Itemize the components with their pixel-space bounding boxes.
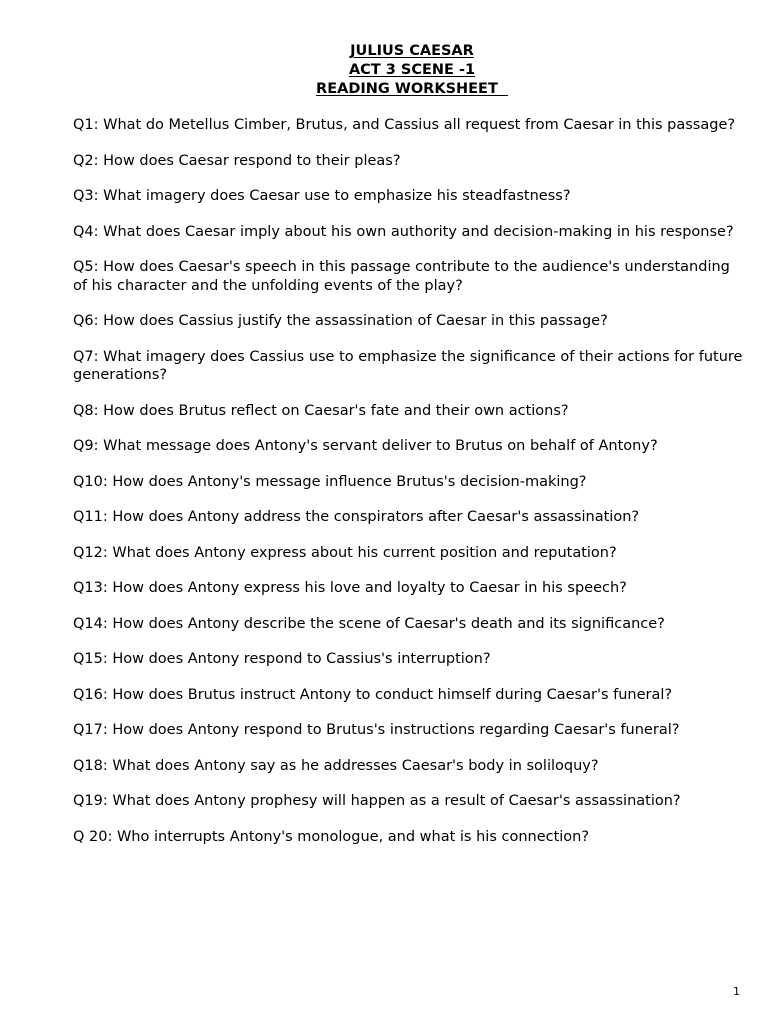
worksheet-header [0,42,768,99]
question-item: Q10: How does Antony's message influence Brutus's decision-making? [73,473,587,490]
question-item: Q12: What does Antony express about his current position and reputation? [73,544,617,561]
question-item: Q2: How does Caesar respond to their pleas? [73,152,401,169]
document-title: JULIUS CAESAR [350,43,474,59]
question-item: Q6: How does Cassius justify the assassination of Caesar in this passage? [73,313,608,329]
document-subtitle: ACT 3 SCENE -1 [348,62,476,78]
page-number: 1 [733,985,740,998]
question-item: Q4: What does Caesar imply about his own authority and decision-making in his response? [73,223,734,240]
question-item: Q11: How does Antony address the conspirators after Caesar's assassination? [73,509,640,525]
question-item: Q18: What does Antony say as he addresses Caesar's body in soliloquy? [73,757,599,774]
question-list [73,116,745,863]
question-item: Q9: What message does Antony's servant deliver to Brutus on behalf of Antony? [73,438,658,454]
question-item: Q3: What imagery does Caesar use to emphasize his steadfastness? [73,188,571,204]
worksheet-label: READING WORKSHEET [316,81,508,97]
question-item: Q 20: Who interrupts Antony's monologue, and what is his connection? [73,828,590,845]
question-item: Q19: What does Antony prophesy will happen as a result of Caesar's assassination? [73,793,681,809]
question-item: Q13: How does Antony express his love and loyalty to Caesar in his speech? [73,580,627,596]
question-item: Q1: What do Metellus Cimber, Brutus, and Cassius all request from Caesar in this passage? [73,117,736,133]
question-item: Q14: How does Antony describe the scene of Caesar's death and its significance? [73,615,665,632]
question-item: Q8: How does Brutus reflect on Caesar's fate and their own actions? [73,402,569,419]
question-item: Q15: How does Antony respond to Cassius's interruption? [73,651,491,667]
question-item: Q16: How does Brutus instruct Antony to conduct himself during Caesar's funeral? [73,686,673,703]
question-item: Q7: What imagery does Cassius use to emphasize the significance of their actions for future generations? [73,348,743,383]
question-item: Q17: How does Antony respond to Brutus's instructions regarding Caesar's funeral? [73,722,680,738]
question-item: Q5: How does Caesar's speech in this passage contribute to the audience's understanding of his character and the unfolding events of the play? [73,259,730,294]
